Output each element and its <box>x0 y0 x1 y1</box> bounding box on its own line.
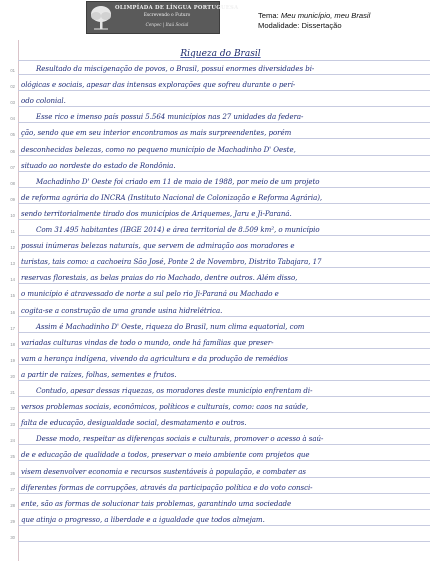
ruled-line <box>18 316 430 317</box>
essay-line: Resultado da miscigenação de povos, o Brasil, possui enormes diversidades bi- <box>36 64 315 73</box>
essay-line: a partir de raízes, folhas, sementes e frutos. <box>21 369 177 379</box>
line-number: 08 <box>10 180 15 186</box>
essay-line: falta de educação, desigualdade social, desmatamento e outros. <box>21 418 247 428</box>
page-header <box>0 0 441 40</box>
essay-line: possui inúmeras belezas naturais, que servem de admiração aos moradores e <box>21 241 295 251</box>
ruled-line <box>18 235 430 236</box>
line-number: 15 <box>10 293 15 299</box>
line-number: 20 <box>10 373 15 379</box>
essay-line: Desse modo, respeitar as diferenças sociais e culturais, promover o acesso à saú- <box>36 434 324 444</box>
essay-line: Machadinho D' Oeste foi criado em 11 de maio de 1988, por meio de um projeto <box>36 176 320 186</box>
essay-line: versos problemas sociais, econômicos, políticos e culturais, como: caos na saúde, <box>21 402 309 412</box>
line-number: 14 <box>10 277 15 283</box>
line-number: 28 <box>10 502 15 508</box>
ruled-line <box>18 477 430 478</box>
ruled-line <box>18 364 430 365</box>
margin-line <box>18 40 19 561</box>
ruled-line <box>18 380 430 381</box>
essay-line: o município é atravessado de norte a sul pelo rio Ji-Paraná ou Machado e <box>21 289 279 299</box>
ruled-line <box>18 283 430 284</box>
ruled-line <box>18 428 430 429</box>
essay-line: que atinja o progresso, a liberdade e a igualdade que todos almejam. <box>21 514 265 524</box>
essay-line: de e educação de qualidade a todos, preservar o meio ambiente com projetos que <box>21 450 310 460</box>
essay-line: reservas florestais, as belas praias do rio Machado, dentre outros. Além disso, <box>21 273 298 283</box>
line-number: 13 <box>10 261 15 267</box>
ruled-line <box>18 106 430 107</box>
modality-label: Modalidade: <box>258 20 300 30</box>
ruled-line <box>18 122 430 123</box>
ruled-line <box>18 187 430 188</box>
essay-line: Assim é Machadinho D' Oeste, riqueza do Brasil, num clima equatorial, com <box>36 321 305 331</box>
line-number: 06 <box>10 148 15 154</box>
ruled-line <box>18 541 430 542</box>
line-number: 27 <box>10 486 15 492</box>
ruled-line <box>18 509 430 510</box>
line-number: 12 <box>10 245 15 251</box>
theme-block <box>258 11 370 30</box>
line-number: 23 <box>10 422 15 428</box>
line-number: 22 <box>10 406 15 412</box>
line-number: 02 <box>10 84 15 90</box>
modality-line <box>258 21 370 31</box>
ruled-line <box>18 493 430 494</box>
ruled-line <box>18 396 430 397</box>
ruled-line <box>18 332 430 333</box>
ruled-line <box>18 219 430 220</box>
essay-line: vam a herança indígena, vivendo da agricultura e da produção de remédios <box>21 353 288 363</box>
theme-value: Meu município, meu Brasil <box>280 11 371 20</box>
ruled-line <box>18 525 430 526</box>
ruled-line <box>18 267 430 268</box>
line-number: 10 <box>10 212 15 218</box>
line-number: 19 <box>10 357 15 363</box>
line-number: 25 <box>10 454 15 460</box>
essay-line: variadas culturas vindas de todo o mundo, onde há famílias que preser- <box>21 337 274 347</box>
line-number: 05 <box>10 132 15 138</box>
line-number: 11 <box>10 229 15 234</box>
logo-subtitle: Escrevendo o Futuro <box>143 13 191 18</box>
essay-line: situado ao nordeste do estado de Rondônia. <box>21 160 176 170</box>
tree-icon <box>90 5 112 31</box>
ruled-line <box>18 155 430 156</box>
logo-tagline: Cenpec | Itaú Social <box>145 22 189 27</box>
essay-line: desconhecidas belezas, como no pequeno município de Machadinho D' Oeste, <box>21 144 296 154</box>
logo-title: OLIMPÍADA DE LÍNGUA PORTUGUESA <box>115 5 239 11</box>
theme-line <box>258 11 370 21</box>
essay-line: odo colonial. <box>21 96 66 106</box>
essay-title: Riqueza do Brasil <box>180 49 261 59</box>
line-number: 17 <box>10 325 15 331</box>
title-rule <box>18 60 430 61</box>
ruled-line <box>18 251 430 252</box>
line-number: 30 <box>10 534 15 540</box>
modality-value: Dissertação <box>301 20 342 30</box>
ruled-line <box>18 74 430 75</box>
essay-line: sendo territorialmente tirado dos municípios de Ariquemes, Jaru e Ji-Paraná. <box>21 208 292 218</box>
line-number: 26 <box>10 470 15 476</box>
essay-line: visem desenvolver economia e recursos sustentáveis à população, e combater as <box>21 466 306 476</box>
ruled-line <box>18 460 430 461</box>
essay-line: Esse rico e imenso país possui 5.564 municípios nas 27 unidades da federa- <box>36 112 304 122</box>
essay-line: ção, sendo que em seu interior encontramos as mais surpreendentes, porém <box>21 128 292 138</box>
line-number: 04 <box>10 116 15 122</box>
essay-line: Contudo, apesar dessas riquezas, os moradores deste município enfrentam di- <box>36 386 313 395</box>
essay-line: de reforma agrária do INCRA (Instituto Nacional de Colonização e Reforma Agrária), <box>21 192 323 202</box>
essay-line: ente, são as formas de solucionar tais problemas, garantindo uma sociedade <box>21 498 292 508</box>
line-number: 21 <box>10 390 15 395</box>
ruled-line <box>18 171 430 172</box>
ruled-line <box>18 444 430 445</box>
line-number: 18 <box>10 341 15 347</box>
line-number: 16 <box>10 309 15 315</box>
essay-line: ológicas e sociais, apesar das intensas explorações que sofreu durante o perí- <box>21 80 296 90</box>
ruled-line <box>18 203 430 204</box>
ruled-line <box>18 299 430 300</box>
line-number: 29 <box>10 518 15 524</box>
theme-label: Tema: <box>258 11 279 20</box>
ruled-line <box>18 90 430 91</box>
line-number: 07 <box>10 164 15 170</box>
essay-line: Com 31.495 habitantes (IBGE 2014) e área territorial de 8.509 km², o município <box>36 225 320 234</box>
line-number: 03 <box>10 100 15 106</box>
ruled-sheet <box>0 40 441 561</box>
essay-line: turistas, tais como: a cachoeira São José, Ponte 2 de Novembro, Distrito Tabajara, 17 <box>21 257 322 267</box>
line-number: 01 <box>10 68 15 73</box>
ruled-line <box>18 348 430 349</box>
essay-line: cogita-se a construção de uma grande usina hidrelétrica. <box>21 305 223 315</box>
ruled-line <box>18 412 430 413</box>
line-number: 24 <box>10 438 15 444</box>
line-number: 09 <box>10 196 15 202</box>
ruled-line <box>18 138 430 139</box>
essay-line: diferentes formas de corrupções, através da participação política e do voto consci- <box>21 482 313 492</box>
olympiad-logo <box>86 1 239 34</box>
